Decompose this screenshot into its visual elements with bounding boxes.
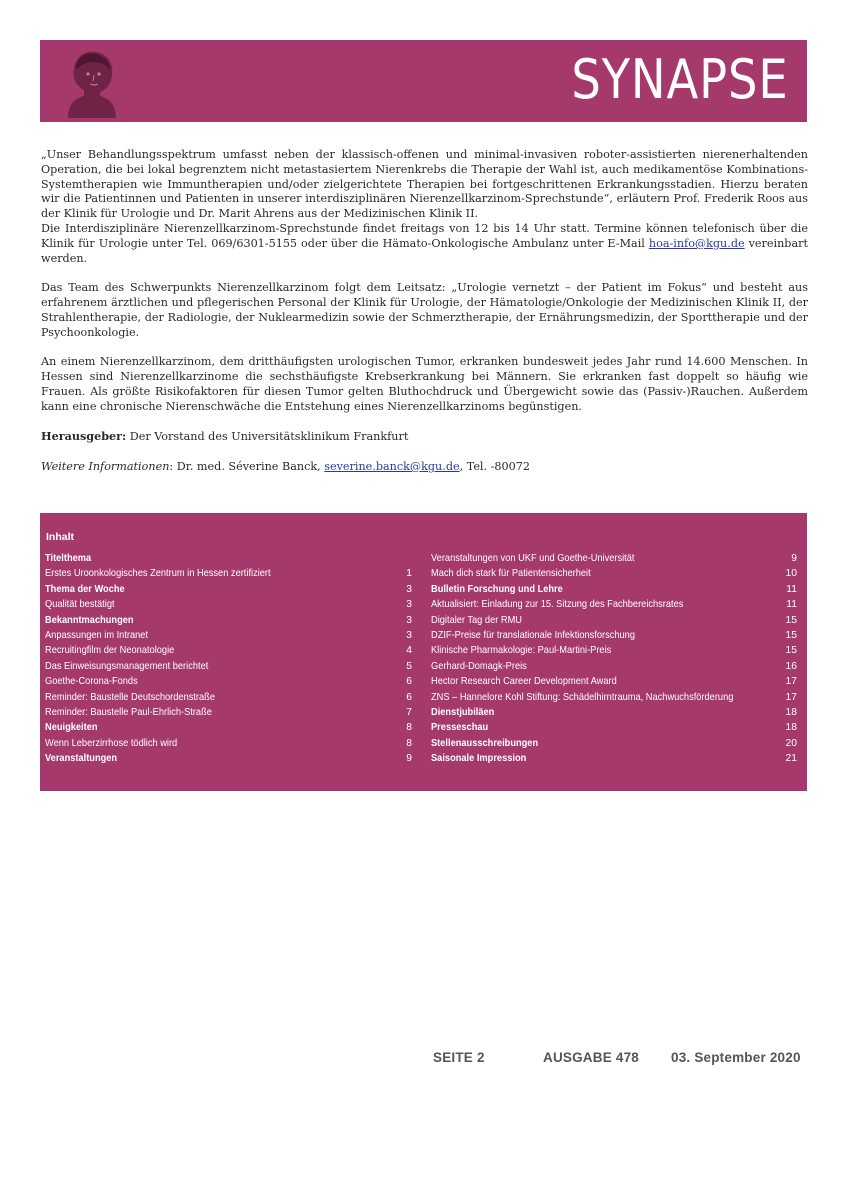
toc-entry[interactable]	[431, 628, 797, 643]
toc-entry[interactable]	[431, 736, 797, 751]
toc-entry[interactable]	[45, 674, 412, 689]
info-text: : Dr. med. Séverine Banck,	[169, 459, 325, 473]
toc-entry[interactable]	[45, 643, 412, 658]
toc-entry-label: Veranstaltungen von UKF und Goethe-Universität	[431, 553, 635, 564]
toc-entry-page: 20	[785, 737, 797, 749]
toc-entry-label: Bulletin Forschung und Lehre	[431, 583, 563, 595]
toc-entry-page: 3	[406, 629, 412, 641]
toc-entry[interactable]	[431, 566, 797, 581]
toc-entry-label: Klinische Pharmakologie: Paul-Martini-Preis	[431, 645, 612, 657]
toc-entry-page: 1	[406, 568, 412, 580]
toc-entry-page: 10	[785, 568, 797, 580]
toc-entry-page: 15	[785, 629, 797, 641]
toc-entry-page: 18	[785, 706, 797, 718]
toc-entry[interactable]	[45, 628, 412, 643]
toc-entry-label: Presseschau	[431, 722, 489, 734]
publisher-text: Der Vorstand des Universitätsklinikum Frankfurt	[126, 430, 409, 444]
toc-right-column	[431, 551, 797, 766]
toc-entry-page: 8	[406, 737, 412, 749]
toc-entry[interactable]	[45, 736, 412, 751]
publication-title: SYNAPSE	[571, 48, 789, 111]
header-banner	[40, 40, 807, 122]
toc-entry[interactable]	[45, 551, 412, 566]
toc-entry-label: Stellenausschreibungen	[431, 737, 539, 749]
toc-entry[interactable]	[45, 597, 412, 612]
paragraph-2	[41, 222, 808, 266]
toc-entry-page: 21	[785, 753, 797, 765]
toc-entry-label: Erstes Uroonkologisches Zentrum in Hessen zertifiziert	[45, 568, 271, 580]
email-link-hoa[interactable]: hoa-info@kgu.de	[648, 236, 745, 250]
toc-entry-label: Recruitingfilm der Neonatologie	[45, 645, 175, 657]
toc-entry[interactable]	[431, 751, 797, 766]
toc-entry-label: Aktualisiert: Einladung zur 15. Sitzung des Fachbereichsrates	[431, 599, 684, 611]
toc-entry[interactable]	[431, 597, 797, 612]
toc-entry-label: Saisonale Impression	[431, 753, 527, 765]
toc-entry-label: Goethe-Corona-Fonds	[45, 676, 138, 688]
toc-entry[interactable]	[45, 613, 412, 628]
toc-entry[interactable]	[431, 613, 797, 628]
toc-entry-label: Veranstaltungen	[45, 753, 118, 765]
toc-entry-page: 9	[406, 753, 412, 765]
toc-entry-label: Anpassungen im Intranet	[45, 629, 149, 641]
toc-entry-page: 17	[785, 691, 797, 703]
email-link-banck[interactable]: severine.banck@kgu.de	[324, 459, 460, 473]
toc-entry[interactable]	[45, 659, 412, 674]
toc-entry-label: Gerhard-Domagk-Preis	[431, 660, 527, 672]
toc-entry-page: 11	[786, 599, 797, 611]
toc-entry-page: 17	[785, 676, 797, 688]
info-phone: , Tel. -80072	[459, 459, 530, 473]
toc-entry-page: 18	[785, 722, 797, 734]
toc-entry[interactable]	[45, 582, 412, 597]
toc-entry-label: Titelthema	[45, 553, 92, 564]
toc-title: Inhalt	[46, 531, 74, 543]
toc-entry-page: 6	[406, 676, 412, 688]
info-label: Weitere Informationen	[41, 459, 170, 473]
toc-entry-page: 15	[785, 614, 797, 626]
toc-entry-label: Reminder: Baustelle Deutschordenstraße	[45, 691, 215, 703]
toc-entry[interactable]	[45, 566, 412, 581]
publisher-line	[41, 429, 808, 445]
toc-entry-label: Digitaler Tag der RMU	[431, 614, 522, 626]
toc-entry-label: Thema der Woche	[45, 583, 125, 595]
toc-entry-label: Hector Research Career Development Award	[431, 676, 617, 688]
toc-entry-page: 16	[785, 660, 797, 672]
footer-date: 03. September 2020	[671, 1050, 801, 1065]
toc-entry-label: Reminder: Baustelle Paul-Ehrlich-Straße	[45, 706, 212, 718]
toc-entry-label: Wenn Leberzirrhose tödlich wird	[45, 737, 178, 749]
paragraph-4: An einem Nierenzellkarzinom, dem dritthäufigsten urologischen Tumor, erkranken bundesweit jedes Jahr rund 14.600 Menschen. In Hessen sind Nierenzellkarzinome die sechsthäufigste Krebserkrankung bei Männern. Sie erkranken fast doppelt so häufig wie Frauen. Als größte Risikofaktoren für diesen Tumor gelten Bluthochdruck und Übergewicht sowie das (Passiv-)Rauchen. Außerdem kann eine chronische Nierenschwäche die Entstehung eines Nierenzellkarzinoms begünstigen.	[41, 355, 808, 413]
footer-issue: AUSGABE 478	[543, 1050, 639, 1065]
toc-entry-page: 11	[786, 583, 797, 595]
toc-entry[interactable]	[431, 690, 797, 705]
paragraph-2-end: vereinbart werden.	[41, 236, 808, 265]
toc-entry-label: Bekanntmachungen	[45, 614, 134, 626]
toc-entry[interactable]	[431, 551, 797, 566]
toc-entry-label: Das Einweisungsmanagement berichtet	[45, 660, 209, 672]
toc-entry-label: Dienstjubiläen	[431, 706, 495, 718]
toc-entry-page: 6	[406, 691, 412, 703]
footer-page: SEITE 2	[433, 1050, 485, 1065]
toc-entry-label: Qualität bestätigt	[45, 599, 115, 611]
paragraph-1: „Unser Behandlungsspektrum umfasst neben der klassisch-offenen und minimal-invasiven roboter-assistierten nierenerhaltenden Operation, die bei lokal begrenztem nicht metastasiertem Nierenkrebs die Therapie der Wahl ist, auch medikamentöse Kombinations-Systemtherapien wie Immuntherapien und/oder zielgerichtete Therapien bei fortgeschrittenen Erkrankungsstadien. Hierzu beraten wir die Patientinnen und Patienten in unserer interdisziplinären Nierenzellkarzinom-Sprechstunde“, erläutern Prof. Frederik Roos aus der Klinik für Urologie und Dr. Marit Ahrens aus der Medizinischen Klinik II.	[41, 148, 808, 221]
publisher-label: Herausgeber:	[41, 429, 127, 444]
toc-entry[interactable]	[45, 720, 412, 735]
toc-entry[interactable]	[431, 643, 797, 658]
toc-entry[interactable]	[45, 690, 412, 705]
toc-entry-page: 3	[406, 599, 412, 611]
toc-entry-label: Neuigkeiten	[45, 722, 98, 734]
toc-entry-page: 15	[785, 645, 797, 657]
toc-entry-label: Mach dich stark für Patientensicherheit	[431, 568, 591, 580]
toc-entry-page: 5	[406, 660, 412, 672]
toc-entry-page: 9	[791, 553, 797, 564]
info-line	[41, 460, 808, 475]
toc-entry[interactable]	[431, 720, 797, 735]
toc-entry-page: 4	[406, 645, 412, 657]
toc-entry[interactable]	[45, 705, 412, 720]
goethe-portrait-icon	[54, 46, 124, 118]
article-body	[41, 148, 808, 489]
toc-entry[interactable]	[431, 582, 797, 597]
toc-entry[interactable]	[431, 705, 797, 720]
toc-entry-page: 7	[406, 706, 412, 718]
toc-entry-page: 3	[406, 614, 412, 626]
table-of-contents	[40, 513, 807, 791]
toc-entry-label: DZIF-Preise für translationale Infektionsforschung	[431, 629, 635, 641]
toc-entry-page: 8	[406, 722, 412, 734]
paragraph-3: Das Team des Schwerpunkts Nierenzellkarzinom folgt dem Leitsatz: „Urologie vernetzt – der Patient im Fokus“ und besteht aus erfahrenem ärztlichen und pflegerischen Personal der Klinik für Urologie, der Hämatologie/Onkologie der Medizinischen Klinik II, der Strahlentherapie, der Radiologie, der Nuklearmedizin sowie der Schmerztherapie, der Ernährungsmedizin, der Sporttherapie und der Psychoonkologie.	[41, 281, 808, 339]
toc-entry-label: ZNS – Hannelore Kohl Stiftung: Schädelhirntrauma, Nachwuchsförderung	[431, 691, 734, 703]
toc-entry[interactable]	[431, 659, 797, 674]
toc-left-column	[45, 551, 412, 766]
toc-entry[interactable]	[45, 751, 412, 766]
paragraph-2-text: Die Interdisziplinäre Nierenzellkarzinom-Sprechstunde findet freitags von 12 bis 14 Uhr statt. Termine können telefonisch über die Klinik für Urologie unter Tel. 069/6301-5155 oder über die Hämato-Onkologische Ambulanz unter E-Mail	[41, 221, 808, 250]
toc-entry[interactable]	[431, 674, 797, 689]
toc-entry-page: 3	[406, 583, 412, 595]
